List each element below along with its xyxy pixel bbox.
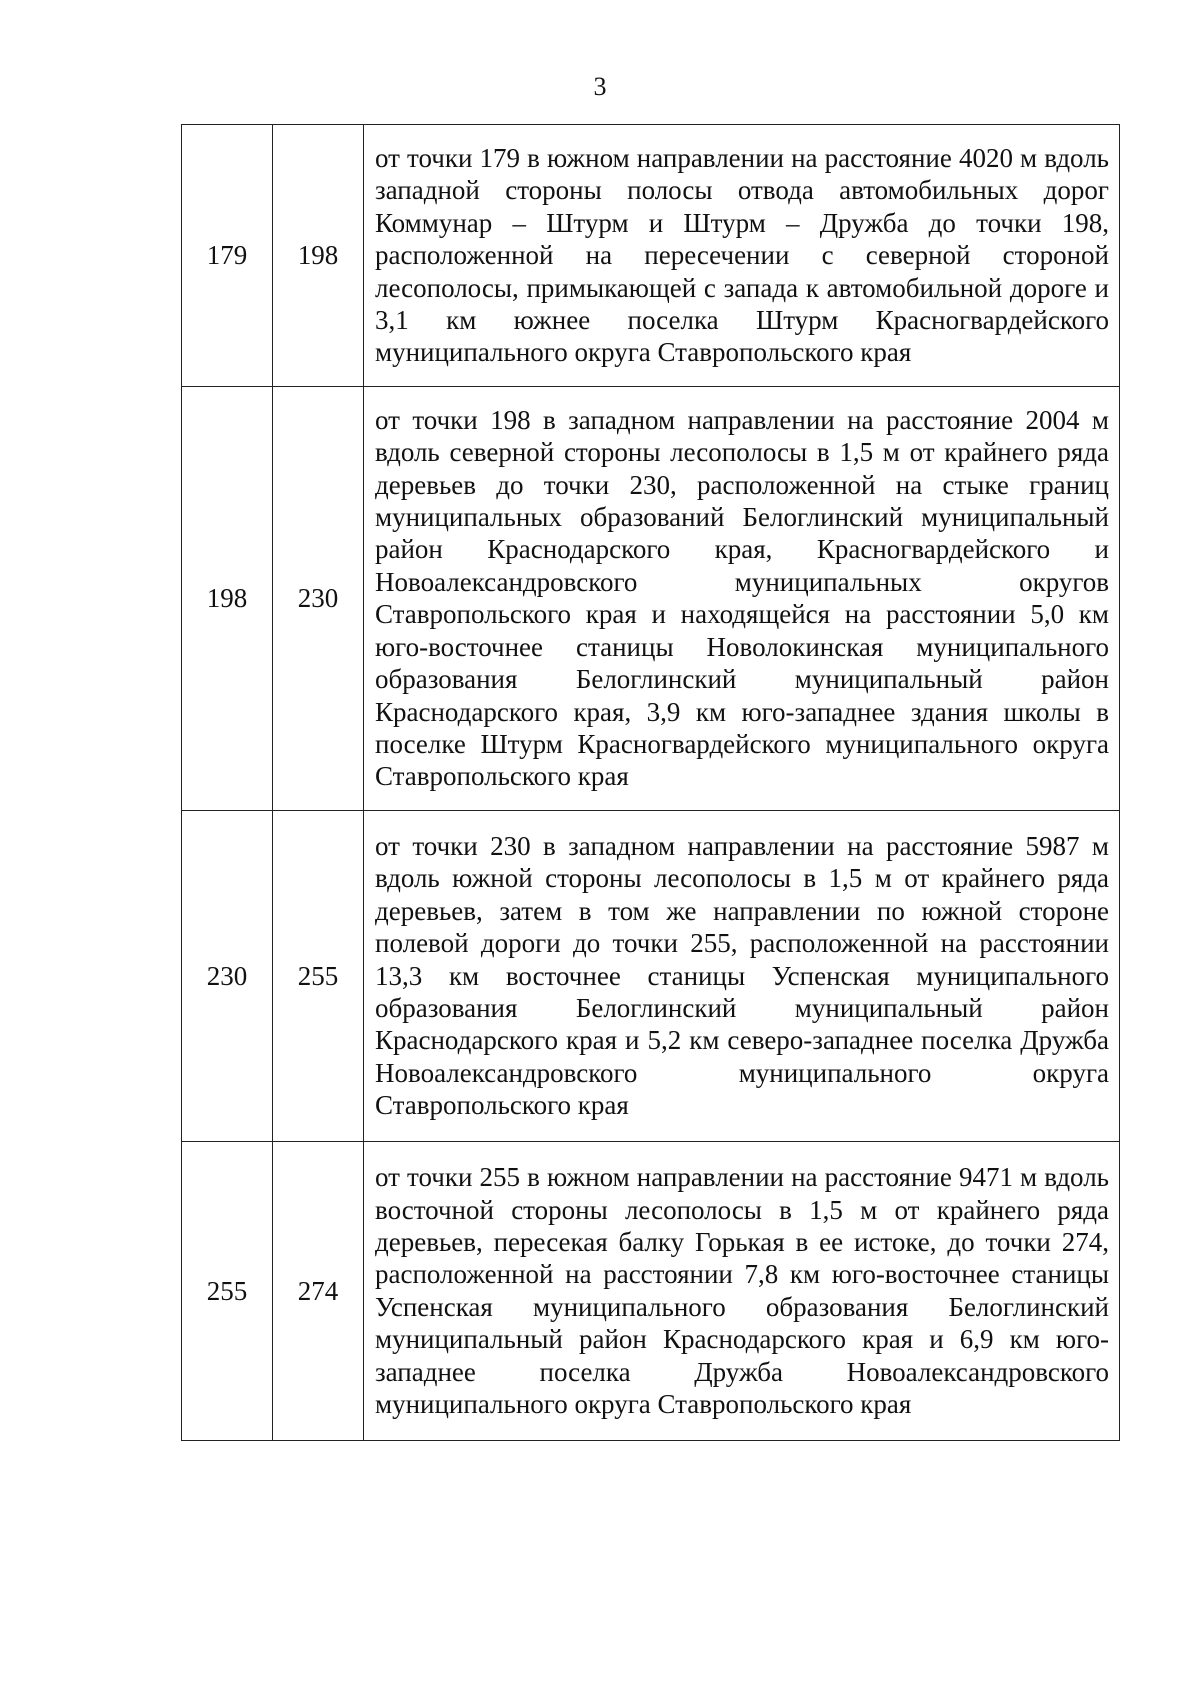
from-point: 198 xyxy=(182,386,273,810)
to-point: 198 xyxy=(273,125,364,387)
boundary-description: от точки 255 в южном направлении на расстояние 9471 м вдоль восточной стороны лесополосы в 1,5 м от крайнего ряда деревьев, пересекая балку Горькая в ее истоке, до точки 274, расположенной на расстоянии 7,8 км юго-восточнее станицы Успенская муниципального образования Белоглинский муниципальный район Краснодарского края и 6,9 км юго-западнее поселка Дружба Новоалександровского муниципального округа Ставропольского края xyxy=(364,1141,1120,1440)
from-point: 255 xyxy=(182,1141,273,1440)
boundary-description: от точки 198 в западном направлении на расстояние 2004 м вдоль северной стороны лесополосы в 1,5 м от крайнего ряда деревьев до точки 230, расположенной на стыке границ муниципальных образований Белоглинский муниципальный район Краснодарского края, Красногвардейского и Новоалександровского муниципальных округов Ставропольского края и находящейся на расстоянии 5,0 км юго-восточнее станицы Новолокинская муниципального образования Белоглинский муниципальный район Краснодарского края, 3,9 км юго-западнее здания школы в поселке Штурм Красногвардейского муниципального округа Ставропольского края xyxy=(364,386,1120,810)
to-point: 230 xyxy=(273,386,364,810)
boundary-description: от точки 230 в западном направлении на расстояние 5987 м вдоль южной стороны лесополосы в 1,5 м от крайнего ряда деревьев, затем в том же направлении по южной стороне полевой дороги до точки 255, расположенной на расстоянии 13,3 км восточнее станицы Успенская муниципального образования Белоглинский муниципальный район Краснодарского края и 5,2 км северо-западнее поселка Дружба Новоалександровского муниципального округа Ставропольского края xyxy=(364,810,1120,1141)
to-point: 274 xyxy=(273,1141,364,1440)
from-point: 230 xyxy=(182,810,273,1141)
from-point: 179 xyxy=(182,125,273,387)
boundary-table xyxy=(181,124,1120,1441)
table-row xyxy=(182,1141,1120,1440)
page-number: 3 xyxy=(593,72,607,101)
table-row xyxy=(182,125,1120,387)
table-row xyxy=(182,810,1120,1141)
table-row xyxy=(182,386,1120,810)
to-point: 255 xyxy=(273,810,364,1141)
boundary-description: от точки 179 в южном направлении на расстояние 4020 м вдоль западной стороны полосы отвода автомобильных дорог Коммунар – Штурм и Штурм – Дружба до точки 198, расположенной на пересечении с северной стороной лесополосы, примыкающей с запада к автомобильной дороге и 3,1 км южнее поселка Штурм Красногвардейского муниципального округа Ставропольского края xyxy=(364,125,1120,387)
